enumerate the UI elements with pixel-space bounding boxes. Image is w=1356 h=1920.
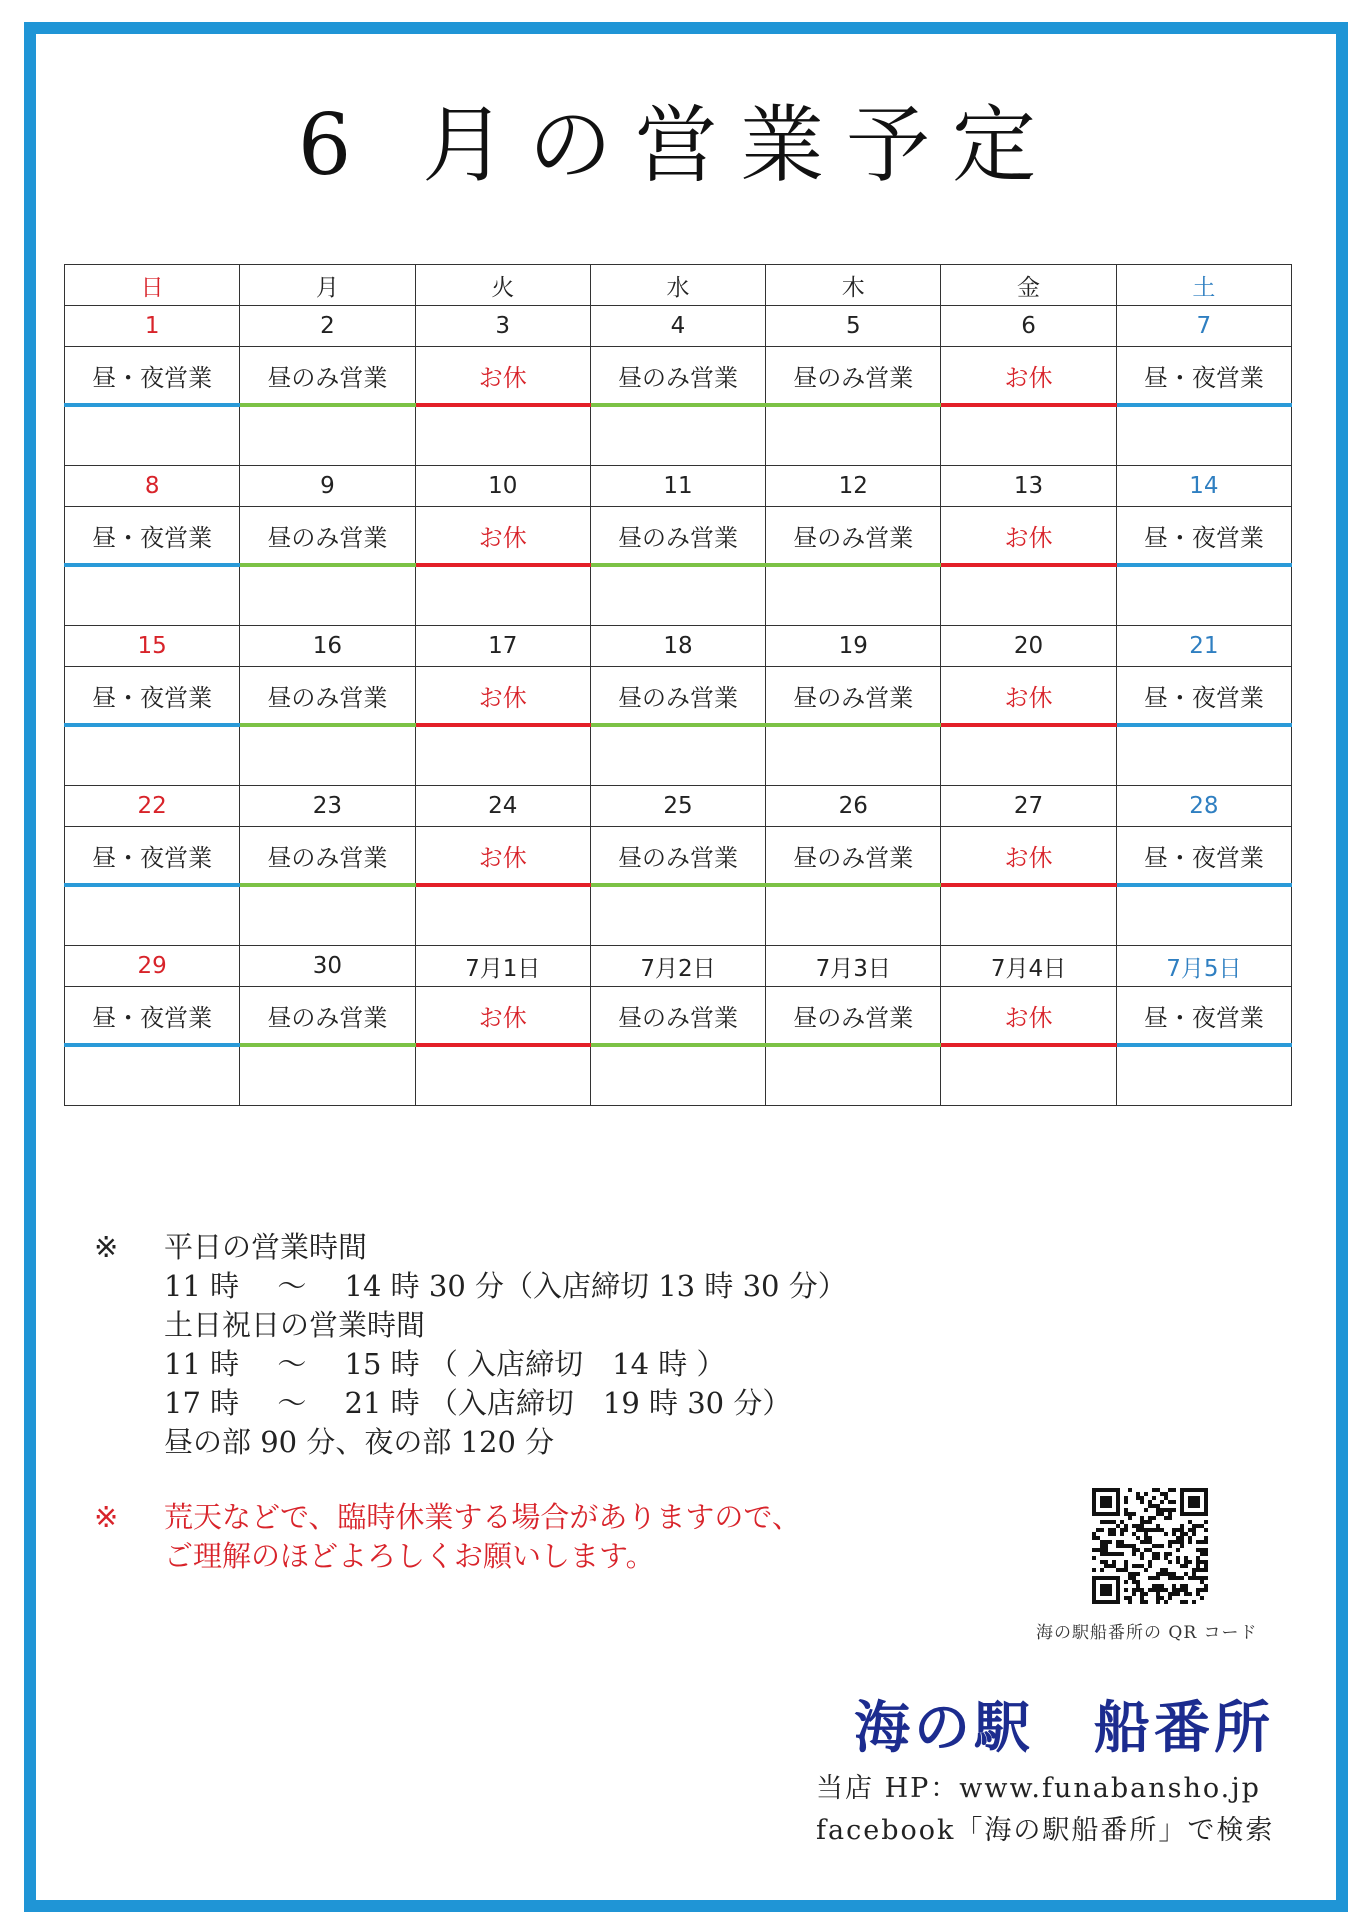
weekend-hours-dinner: 17 時 〜 21 時 （入店締切 19 時 30 分） [164,1386,792,1420]
note-cell [1116,725,1291,786]
date-cell: 19 [766,626,941,667]
date-row [65,626,1292,667]
status-cell: 昼・夜営業 [65,827,240,886]
status-cell: 昼・夜営業 [65,667,240,726]
status-cell: 昼のみ営業 [766,347,941,406]
status-cell: 昼のみ営業 [240,987,415,1046]
status-cell: お休 [941,347,1116,406]
blank-row [65,1045,1292,1106]
status-cell: 昼のみ営業 [766,507,941,566]
date-cell: 18 [590,626,765,667]
note-cell [766,1045,941,1106]
weekday-wed: 水 [590,265,765,306]
note-cell [766,885,941,946]
status-cell: 昼のみ営業 [590,347,765,406]
status-cell: 昼のみ営業 [590,827,765,886]
status-row [65,507,1292,566]
note-cell [65,1045,240,1106]
date-cell: 11 [590,466,765,507]
date-cell: 25 [590,786,765,827]
status-cell: お休 [415,667,590,726]
status-cell: 昼のみ営業 [766,667,941,726]
date-cell: 30 [240,946,415,987]
note-cell [1116,565,1291,626]
closure-warning [94,1498,801,1576]
date-row [65,946,1292,987]
status-cell: 昼のみ営業 [240,347,415,406]
status-cell: お休 [941,827,1116,886]
note-cell [65,565,240,626]
note-cell [766,405,941,466]
note-cell [1116,1045,1291,1106]
status-cell: 昼のみ営業 [590,667,765,726]
status-cell: 昼のみ営業 [766,987,941,1046]
weekday-fri: 金 [941,265,1116,306]
status-cell: 昼のみ営業 [240,507,415,566]
status-cell: 昼・夜営業 [1116,507,1291,566]
status-cell: 昼のみ営業 [240,827,415,886]
date-row [65,466,1292,507]
warning-mark: ※ [94,1500,119,1534]
date-cell: 28 [1116,786,1291,827]
note-cell [65,405,240,466]
note-cell [415,1045,590,1106]
date-cell: 7月2日 [590,946,765,987]
date-cell: 4 [590,306,765,347]
note-cell [941,565,1116,626]
date-cell: 22 [65,786,240,827]
facebook-search: facebook「海の駅船番所」で検索 [816,1815,1275,1846]
status-cell: 昼・夜営業 [1116,667,1291,726]
note-cell [415,565,590,626]
qr-code-icon [1092,1488,1208,1604]
date-cell: 10 [415,466,590,507]
weekday-sun: 日 [65,265,240,306]
status-cell: 昼のみ営業 [590,507,765,566]
contact-info [816,1768,1274,1852]
date-cell: 24 [415,786,590,827]
page-title: 6 月の営業予定 [297,96,1059,194]
warning-line-2: ご理解のほどよろしくお願いします。 [164,1539,655,1573]
business-hours-notes [94,1228,847,1462]
status-cell: 昼・夜営業 [1116,347,1291,406]
note-cell [240,885,415,946]
date-cell: 7月3日 [766,946,941,987]
date-cell: 16 [240,626,415,667]
status-cell: 昼・夜営業 [65,347,240,406]
date-cell: 6 [941,306,1116,347]
status-cell: お休 [415,347,590,406]
note-cell [415,725,590,786]
date-cell: 3 [415,306,590,347]
weekday-heading: 平日の営業時間 [164,1230,368,1264]
date-cell: 7 [1116,306,1291,347]
status-cell: 昼のみ営業 [766,827,941,886]
date-cell: 7月5日 [1116,946,1291,987]
note-cell [941,1045,1116,1106]
date-cell: 7月1日 [415,946,590,987]
note-cell [240,725,415,786]
status-cell: 昼・夜営業 [65,507,240,566]
status-cell: 昼のみ営業 [590,987,765,1046]
note-cell [415,405,590,466]
weekend-heading: 土日祝日の営業時間 [164,1308,426,1342]
weekday-hours: 11 時 〜 14 時 30 分（入店締切 13 時 30 分） [164,1269,847,1303]
date-cell: 21 [1116,626,1291,667]
brand-name: 海の駅 船番所 [854,1695,1274,1761]
weekend-hours-lunch: 11 時 〜 15 時 （ 入店締切 14 時 ） [164,1347,726,1381]
note-cell [590,885,765,946]
date-cell: 7月4日 [941,946,1116,987]
status-row [65,827,1292,886]
weekday-sat: 土 [1116,265,1291,306]
status-row [65,667,1292,726]
weekday-thu: 木 [766,265,941,306]
status-cell: 昼・夜営業 [65,987,240,1046]
date-cell: 1 [65,306,240,347]
status-cell: 昼・夜営業 [1116,987,1291,1046]
date-cell: 29 [65,946,240,987]
note-cell [766,725,941,786]
date-cell: 2 [240,306,415,347]
note-cell [590,565,765,626]
note-cell [65,885,240,946]
date-cell: 26 [766,786,941,827]
status-cell: お休 [941,507,1116,566]
status-cell: お休 [415,827,590,886]
date-cell: 5 [766,306,941,347]
status-cell: 昼のみ営業 [240,667,415,726]
date-row [65,786,1292,827]
weekday-tue: 火 [415,265,590,306]
date-cell: 17 [415,626,590,667]
status-cell: お休 [415,987,590,1046]
warning-line-1: 荒天などで、臨時休業する場合がありますので、 [164,1500,801,1534]
status-cell: お休 [415,507,590,566]
calendar-table [64,264,1292,1106]
blank-row [65,565,1292,626]
date-cell: 12 [766,466,941,507]
note-cell [240,1045,415,1106]
note-cell [941,725,1116,786]
date-cell: 8 [65,466,240,507]
weekday-header-row [65,265,1292,306]
note-cell [1116,405,1291,466]
status-row [65,987,1292,1046]
date-cell: 13 [941,466,1116,507]
duration-note: 昼の部 90 分、夜の部 120 分 [164,1425,555,1459]
note-cell [941,405,1116,466]
note-cell [415,885,590,946]
date-cell: 14 [1116,466,1291,507]
qr-caption: 海の駅船番所の QR コード [1036,1623,1258,1643]
note-cell [65,725,240,786]
date-cell: 20 [941,626,1116,667]
date-cell: 27 [941,786,1116,827]
blank-row [65,885,1292,946]
date-cell: 9 [240,466,415,507]
status-cell: お休 [941,987,1116,1046]
status-cell: お休 [941,667,1116,726]
note-cell [240,405,415,466]
status-row [65,347,1292,406]
date-row [65,306,1292,347]
note-cell [766,565,941,626]
date-cell: 23 [240,786,415,827]
calendar-body [65,306,1292,1106]
date-cell: 15 [65,626,240,667]
note-cell [941,885,1116,946]
weekday-mon: 月 [240,265,415,306]
note-mark: ※ [94,1230,119,1264]
note-cell [240,565,415,626]
blank-row [65,405,1292,466]
note-cell [1116,885,1291,946]
status-cell: 昼・夜営業 [1116,827,1291,886]
blank-row [65,725,1292,786]
note-cell [590,405,765,466]
homepage-link[interactable]: 当店 HP：www.funabansho.jp [816,1773,1261,1804]
note-cell [590,1045,765,1106]
note-cell [590,725,765,786]
